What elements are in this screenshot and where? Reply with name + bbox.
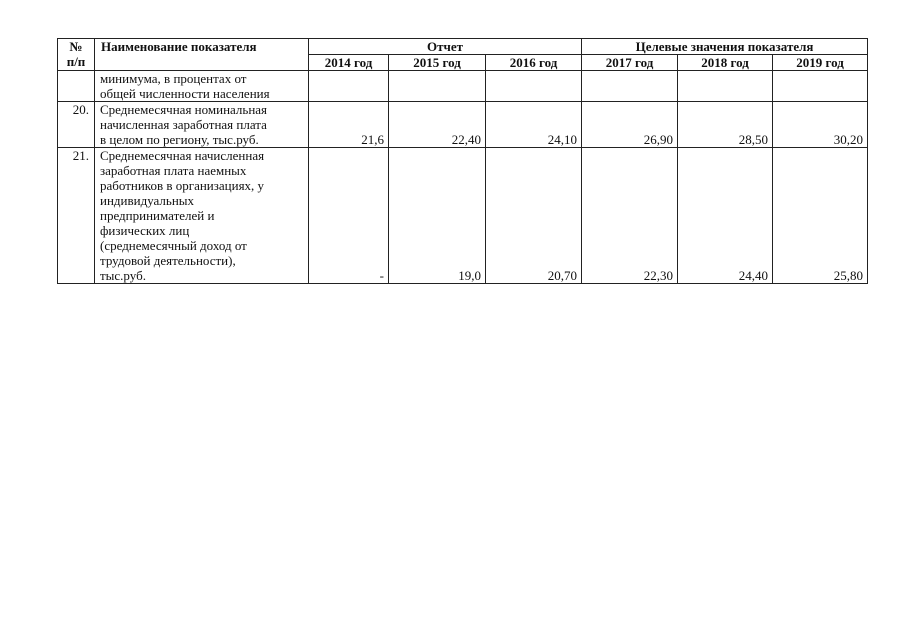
indicator-name-line: Среднемесячная номинальная: [100, 102, 268, 117]
value-2015: [389, 71, 486, 102]
report-group-header: Отчет: [309, 39, 582, 55]
indicator-name-line: в целом по региону, тыс.руб.: [100, 132, 259, 147]
year-header-2016: 2016 год: [486, 55, 582, 71]
value-2019: 25,80: [773, 148, 868, 284]
value-2016: 24,10: [486, 102, 582, 148]
year-header-2018: 2018 год: [678, 55, 773, 71]
table-row: [58, 148, 868, 284]
indicator-name: [95, 71, 309, 102]
indicator-name-line: минимума, в процентах от: [100, 71, 247, 86]
indicator-name-line: (среднемесячный доход от: [100, 238, 247, 253]
indicator-name: [95, 148, 309, 284]
indicator-name-line: тыс.руб.: [100, 268, 146, 283]
value-2018: [678, 71, 773, 102]
year-header-2015: 2015 год: [389, 55, 486, 71]
num-header-line2: п/п: [66, 54, 86, 69]
indicator-name-line: физических лиц: [100, 223, 190, 238]
name-column-header: Наименование показателя: [95, 39, 309, 71]
value-2016: 20,70: [486, 148, 582, 284]
table-row: [58, 71, 868, 102]
row-number: [58, 71, 95, 102]
indicators-table: [57, 38, 868, 284]
indicator-name-line: предпринимателей и: [100, 208, 215, 223]
indicator-name-line: заработная плата наемных: [100, 163, 247, 178]
header-row-1: [58, 39, 868, 55]
value-2015: 19,0: [389, 148, 486, 284]
indicator-name-line: работников в организациях, у: [100, 178, 265, 193]
year-header-2014: 2014 год: [309, 55, 389, 71]
value-2017: 26,90: [582, 102, 678, 148]
indicator-name-line: трудовой деятельности),: [100, 253, 236, 268]
value-2014: [309, 71, 389, 102]
row-number: 20.: [58, 102, 95, 148]
table-row: [58, 102, 868, 148]
year-header-2019: 2019 год: [773, 55, 868, 71]
indicator-name-line: индивидуальных: [100, 193, 195, 208]
value-2014: -: [309, 148, 389, 284]
value-2019: 30,20: [773, 102, 868, 148]
value-2017: 22,30: [582, 148, 678, 284]
num-column-header: [58, 39, 95, 71]
value-2014: 21,6: [309, 102, 389, 148]
row-number: 21.: [58, 148, 95, 284]
indicator-name: [95, 102, 309, 148]
value-2017: [582, 71, 678, 102]
value-2018: 24,40: [678, 148, 773, 284]
value-2018: 28,50: [678, 102, 773, 148]
indicator-name-line: общей численности населения: [100, 86, 270, 101]
value-2016: [486, 71, 582, 102]
indicator-name-line: Среднемесячная начисленная: [100, 148, 265, 163]
value-2019: [773, 71, 868, 102]
target-group-header: Целевые значения показателя: [582, 39, 868, 55]
indicator-name-line: начисленная заработная плата: [100, 117, 267, 132]
year-header-2017: 2017 год: [582, 55, 678, 71]
num-header-line1: №: [69, 39, 83, 54]
value-2015: 22,40: [389, 102, 486, 148]
